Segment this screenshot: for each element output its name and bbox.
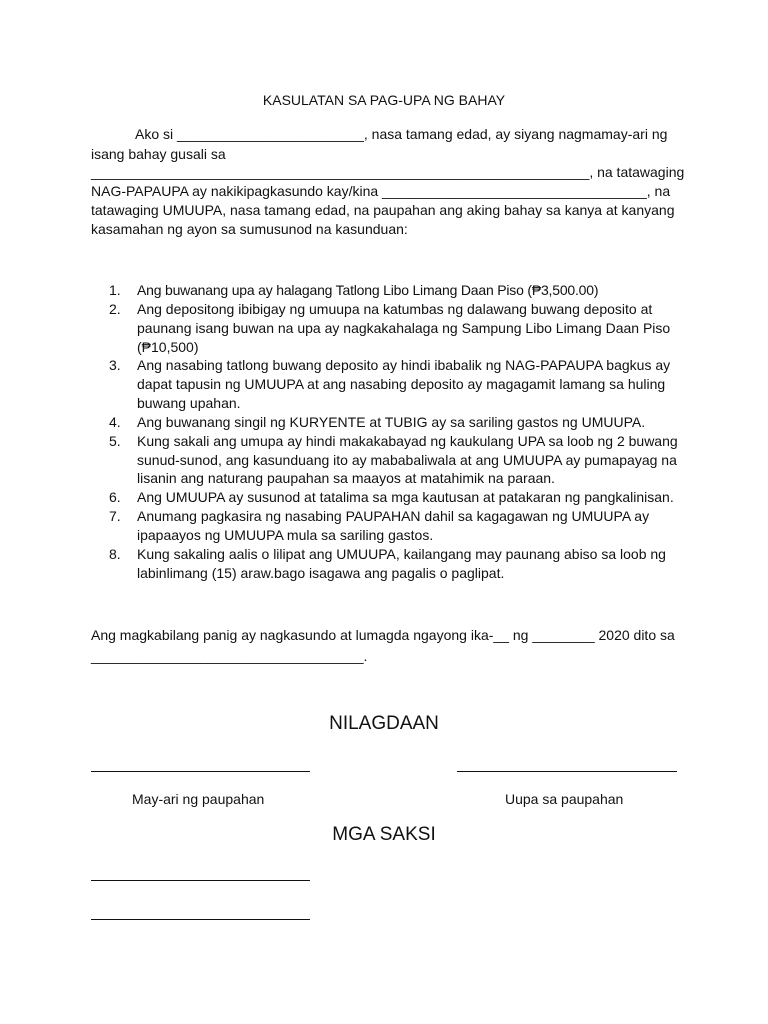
- list-item-text: Ang depositong ibibigay ng umuupa na katumbas ng dalawang buwang deposito at: [137, 301, 653, 317]
- list-item-text: sunud-sunod, ang kasunduang ito ay mababaliwala at ang UMUUPA ay pumapayag na: [137, 452, 677, 468]
- owner-signature-line: [91, 771, 310, 772]
- list-item-text: labinlimang (15) araw.bago isagawa ang pagalis o paglipat.: [137, 565, 505, 581]
- list-item-text: lisanin ang naturang paupahan sa maayos at matahimik na paraan.: [137, 470, 555, 486]
- witnesses-heading: MGA SAKSI: [332, 824, 436, 845]
- list-item-text: Anumang pagkasira ng nasabing PAUPAHAN dahil sa kagagawan ng UMUUPA ay: [137, 508, 650, 524]
- list-item-text: Kung sakali ang umupa ay hindi makakabayad ng kaukulang UPA sa loob ng 2 buwang: [137, 433, 678, 449]
- list-item-text: ipapaayos ng UMUUPA mula sa sariling gastos.: [137, 527, 434, 543]
- list-item-text: (₱10,500): [137, 339, 199, 355]
- list-item-text: Ang UMUUPA ay susunod at tatalima sa mga kautusan at patakaran ng pangkalinisan.: [137, 489, 674, 505]
- witness-signature-line: [91, 919, 310, 920]
- intro-line-6: kasamahan ng ayon sa sumusunod na kasunduan:: [91, 221, 408, 237]
- list-number: 2.: [109, 301, 121, 317]
- list-item-text: Ang buwanang upa ay halagang Tatlong Libo Limang Daan Piso (₱3,500.00): [137, 282, 599, 298]
- list-item-text: buwang upahan.: [137, 395, 241, 411]
- closing-line-2: ___________________________________.: [91, 648, 368, 664]
- list-number: 7.: [109, 508, 121, 524]
- list-number: 6.: [109, 489, 121, 505]
- list-item-text: paunang isang buwan na upa ay nagkakahalaga ng Sampung Libo Limang Daan Piso: [137, 320, 671, 336]
- intro-line-4: NAG-PAPAUPA ay nakikipagkasundo kay/kina __________________________________, na: [91, 183, 671, 199]
- intro-line-5: tatawaging UMUUPA, nasa tamang edad, na paupahan ang aking bahay sa kanya at kanyang: [91, 202, 675, 218]
- list-number: 4.: [109, 414, 121, 430]
- closing-line-1: Ang magkabilang panig ay nagkasundo at lumagda ngayong ika-__ ng ________ 2020 dito sa: [91, 627, 675, 643]
- intro-line-3: ________________________________________________________________, na tatawaging: [91, 164, 685, 180]
- list-number: 8.: [109, 546, 121, 562]
- list-number: 1.: [109, 282, 121, 298]
- tenant-signature-line: [457, 771, 677, 772]
- intro-line-2: isang bahay gusali sa: [91, 146, 226, 162]
- tenant-label: Uupa sa paupahan: [505, 791, 624, 807]
- witness-signature-line: [91, 880, 310, 881]
- list-item-text: Kung sakaling aalis o lilipat ang UMUUPA, kailangang may paunang abiso sa loob ng: [137, 546, 666, 562]
- document-title: KASULATAN SA PAG-UPA NG BAHAY: [262, 92, 506, 108]
- list-number: 5.: [109, 433, 121, 449]
- list-number: 3.: [109, 357, 121, 373]
- intro-line-1: Ako si ________________________, nasa tamang edad, ay siyang nagmamay-ari ng: [135, 126, 668, 142]
- owner-label: May-ari ng paupahan: [132, 791, 265, 807]
- signed-heading: NILAGDAAN: [329, 713, 439, 734]
- list-item-text: Ang nasabing tatlong buwang deposito ay hindi ibabalik ng NAG-PAPAUPA bagkus ay: [137, 357, 671, 373]
- list-item-text: Ang buwanang singil ng KURYENTE at TUBIG ay sa sariling gastos ng UMUUPA.: [137, 414, 646, 430]
- list-item-text: dapat tapusin ng UMUUPA at ang nasabing deposito ay magagamit lamang sa huling: [137, 376, 666, 392]
